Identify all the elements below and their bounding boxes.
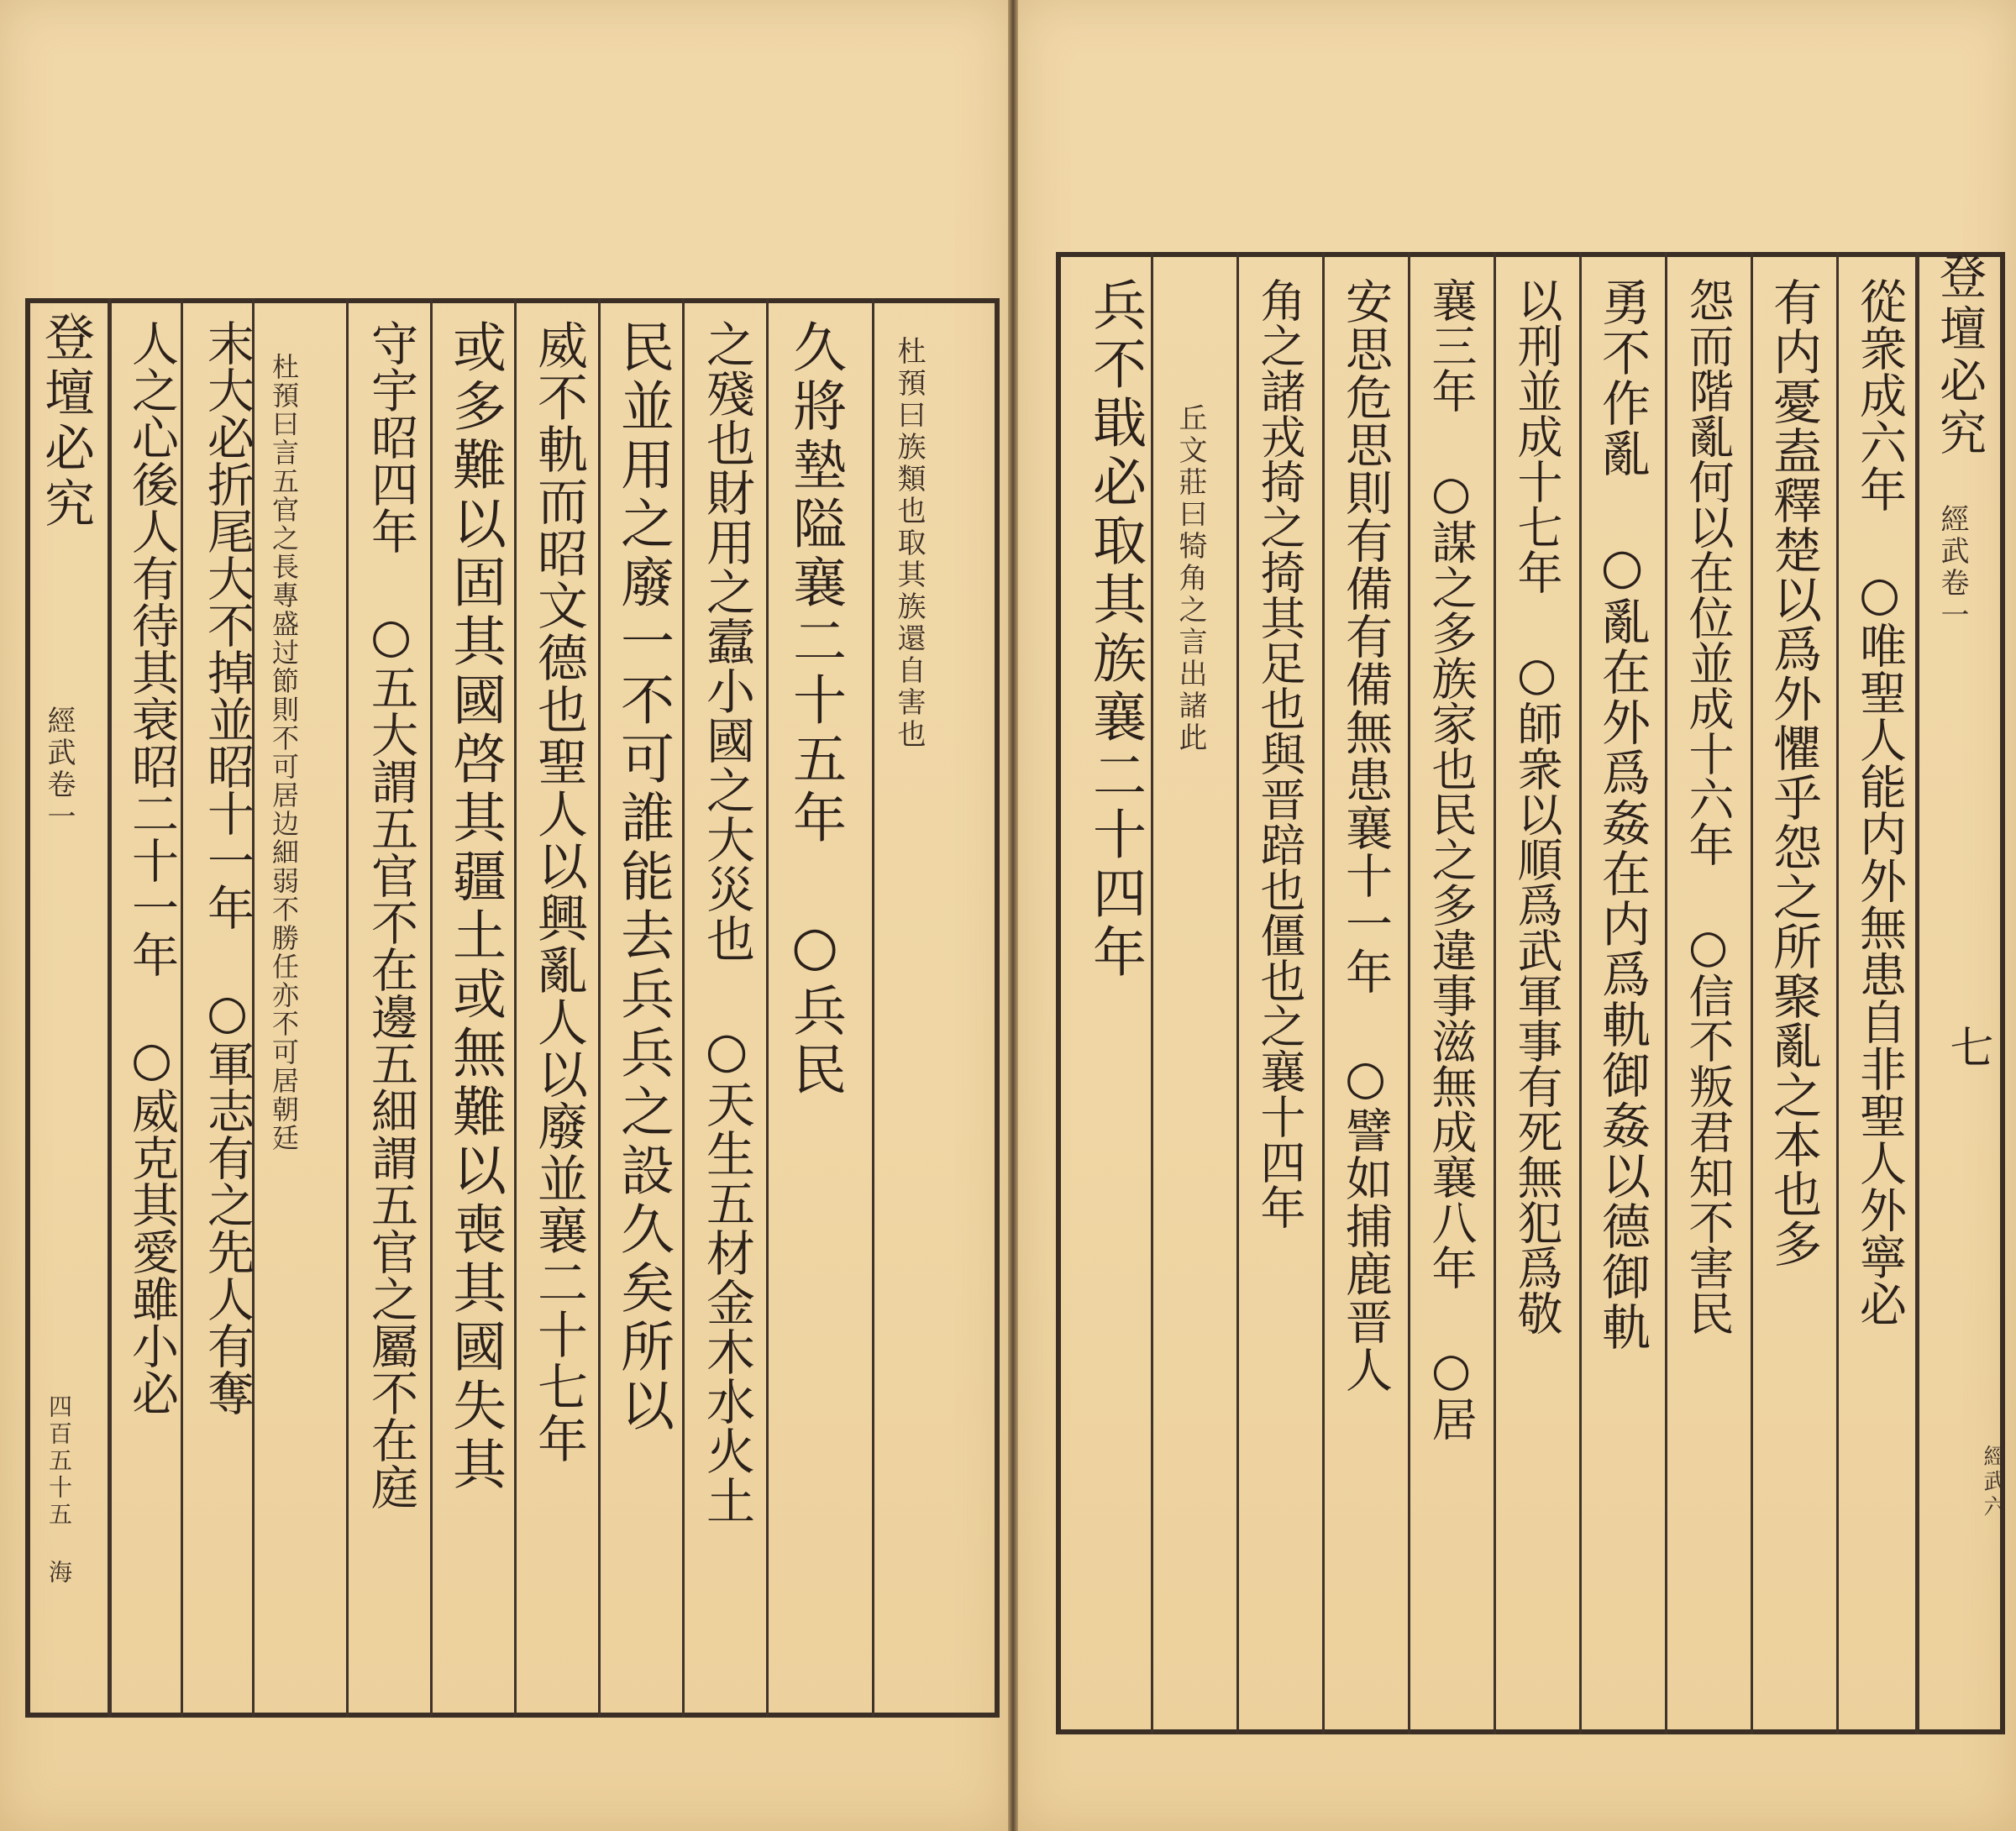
left-column-4: 民並用之廢一不可誰能去兵兵之設久矣所以: [612, 319, 674, 1436]
right-col-rule: [1322, 252, 1325, 1734]
right-page: [1018, 0, 2016, 1831]
right-col-rule: [1236, 252, 1239, 1734]
left-column-7: 守宇昭四年 ○五大謂五官不在邊五細謂五官之屬不在庭: [364, 319, 418, 1510]
left-column-2: 久將墊隘襄二十五年 ○兵民: [784, 319, 846, 1100]
right-margin-subtitle: 經武卷一: [1935, 504, 1969, 632]
right-margin-title: 登壇必究: [1932, 252, 1987, 460]
right-column-1: 從衆成六年 ○唯聖人能内外無患自非聖人外寧必: [1852, 277, 1907, 1327]
left-column-9: 末大必折尾大不掉並昭十一年 ○軍志有之先人有奪: [200, 319, 255, 1416]
right-col-rule: [1408, 252, 1410, 1734]
right-column-3: 怨而階亂何以在位並成十六年 ○信不叛君知不害民: [1682, 277, 1735, 1335]
right-column-4: 勇不作亂 ○亂在外爲姦在内爲軌御姦以德御軌: [1593, 277, 1651, 1352]
left-folio: 四百五十五 海: [45, 1394, 73, 1587]
right-col-rule: [1494, 252, 1496, 1734]
left-margin-title: 登壇必究: [36, 311, 95, 533]
right-folio: 七: [1942, 1025, 1992, 1073]
book-gutter: [1008, 0, 1018, 1831]
right-column-10: 兵不戢必取其族襄二十四年: [1084, 277, 1146, 983]
right-col-rule: [1665, 252, 1667, 1734]
left-column-3: 之殘也財用之蠧小國之大災也 ○天生五材金木水火土: [698, 319, 755, 1525]
left-col-rule: [346, 298, 349, 1718]
left-col-rule: [430, 298, 433, 1718]
right-column-2: 有内憂盍釋楚以爲外懼乎怨之所聚亂之本也多: [1765, 277, 1822, 1268]
left-column-5: 威不軌而昭文德也聖人以興亂人以廢並襄二十七年: [529, 319, 588, 1465]
right-column-8: 角之諸戎掎之掎其足也與晋踣也僵也之襄十四年: [1253, 277, 1306, 1230]
left-column-1: 杜預曰族類也取其族還自害也: [892, 336, 926, 751]
left-margin-rule: [108, 298, 112, 1718]
left-column-6: 或多難以固其國啓其疆土或無難以喪其國失其: [444, 319, 506, 1495]
left-col-rule: [766, 298, 769, 1718]
right-edge-note: 經武六: [1980, 1445, 2005, 1520]
right-col-rule: [1751, 252, 1753, 1734]
left-margin-subtitle: 經武卷一: [42, 706, 76, 833]
right-column-5: 以刑並成十七年 ○師衆以順爲武軍事有死無犯爲敬: [1510, 277, 1563, 1335]
right-column-6: 襄三年 ○謀之多族家也民之多違事滋無成襄八年 ○居: [1425, 277, 1478, 1441]
left-col-rule: [682, 298, 685, 1718]
right-column-9: 丘文莊曰犄角之言出諸此: [1173, 403, 1207, 754]
right-col-rule: [1151, 252, 1153, 1734]
right-column-7: 安思危思則有備有備無患襄十一年 ○譬如捕鹿晋人: [1338, 277, 1393, 1393]
right-col-rule: [1836, 252, 1839, 1734]
left-col-rule: [872, 298, 874, 1718]
left-column-8: 杜預曰言五官之長專盛过節則不可居边細弱不勝任亦不可居朝廷: [268, 353, 300, 1152]
left-column-10: 人之心後人有待其衰昭二十一年 ○威克其愛雖小必: [124, 319, 179, 1416]
left-col-rule: [514, 298, 517, 1718]
right-col-rule: [1579, 252, 1582, 1734]
left-col-rule: [598, 298, 601, 1718]
right-margin-rule: [1915, 252, 1919, 1734]
